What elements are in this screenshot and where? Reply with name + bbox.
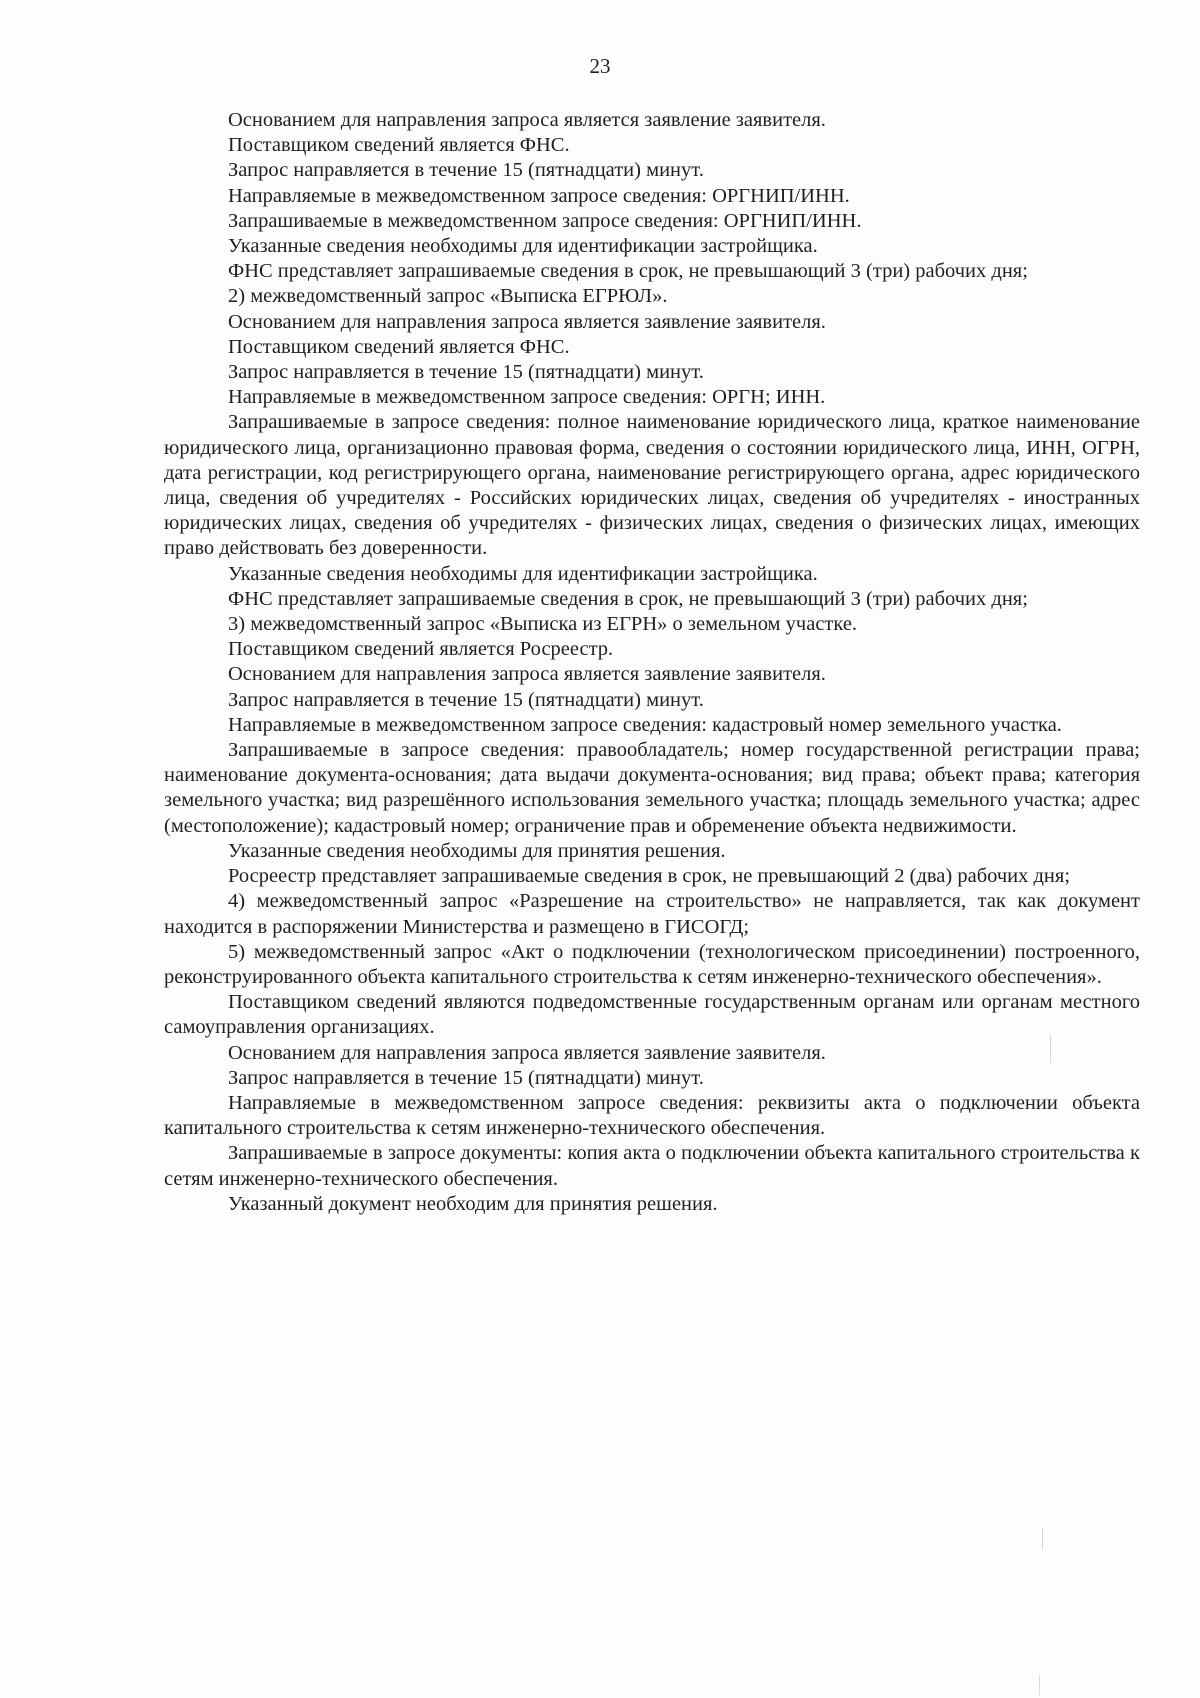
paragraph: Указанные сведения необходимы для идентификации застройщика. — [228, 235, 818, 258]
paragraph: Запрос направляется в течение 15 (пятнадцати) минут. — [228, 159, 704, 182]
paragraph: 5) межведомственный запрос «Акт о подключении (технологическом присоединении) построенного, реконструированного объекта капитального строительства к сетям инженерно-технического обеспечения». — [164, 940, 1140, 988]
scan-edge-mark — [1050, 1035, 1051, 1063]
paragraph: Росреестр представляет запрашиваемые сведения в срок, не превышающий 2 (два) рабочих дня; — [228, 865, 1071, 888]
paragraph: Запрашиваемые в запросе сведения: правообладатель; номер государственной регистрации права; наименование документа-основания; дата выдачи документа-основания; вид права; объект права; категория земельного участка; вид разрешённого использования земельного участка; площадь земельного участка; адрес (местоположение); кадастровый номер; ограничение прав и обременение объекта недвижимости. — [164, 739, 1140, 837]
paragraph: Запрос направляется в течение 15 (пятнадцати) минут. — [228, 361, 704, 384]
paragraph: Поставщиком сведений является ФНС. — [228, 134, 570, 157]
paragraph: 4) межведомственный запрос «Разрешение на строительство» не направляется, так как документ находится в распоряжении Министерства и размещено в ГИСОГД; — [164, 890, 1140, 938]
page-number: 23 — [589, 54, 611, 78]
paragraph: Запрос направляется в течение 15 (пятнадцати) минут. — [228, 1066, 704, 1089]
paragraph: Основанием для направления запроса является заявление заявителя. — [228, 109, 826, 131]
paragraph: 2) межведомственный запрос «Выписка ЕГРЮЛ». — [228, 285, 668, 308]
paragraph: 3) межведомственный запрос «Выписка из ЕГРН» о земельном участке. — [228, 613, 858, 636]
paragraph: Направляемые в межведомственном запросе сведения: кадастровый номер земельного участка. — [228, 713, 1062, 736]
paragraph: ФНС представляет запрашиваемые сведения в срок, не превышающий 3 (три) рабочих дня; — [228, 587, 1028, 610]
scan-edge-mark — [1042, 1528, 1043, 1550]
paragraph: Указанные сведения необходимы для идентификации застройщика. — [228, 562, 818, 585]
paragraph: Указанные сведения необходимы для принятия решения. — [228, 839, 726, 862]
paragraph: Направляемые в межведомственном запросе сведения: реквизиты акта о подключении объекта капитального строительства к сетям инженерно-технического обеспечения. — [164, 1091, 1140, 1140]
paragraph: Поставщиком сведений являются подведомственные государственным органам или органам местного самоуправления организациях. — [164, 991, 1140, 1039]
paragraph: Основанием для направления запроса является заявление заявителя. — [228, 310, 826, 333]
paragraph: Запрашиваемые в межведомственном запросе сведения: ОРГНИП/ИНН. — [228, 209, 862, 232]
paragraph: Направляемые в межведомственном запросе сведения: ОРГН; ИНН. — [228, 386, 826, 409]
paragraph: Основанием для направления запроса является заявление заявителя. — [228, 663, 826, 686]
paragraph: Указанный документ необходим для принятия решения. — [228, 1192, 718, 1215]
paragraph: Запрашиваемые в запросе сведения: полное наименование юридического лица, краткое наименование юридического лица, организационно правовая форма, сведения о состоянии юридического лица, ИНН, ОГРН, дата регистрации, код регистрирующего органа, наименование регистрирующего органа, адрес юридического лица, сведения об учредителях - Российских юридических лицах, сведения об учредителях - иностранных юридических лицах, сведения об учредителях - физических лицах, сведения о физических лицах, имеющих право действовать без доверенности. — [164, 411, 1140, 560]
document-body — [164, 108, 1140, 1217]
paragraph: Основанием для направления запроса является заявление заявителя. — [228, 1041, 826, 1064]
paragraph: Поставщиком сведений является Росреестр. — [228, 638, 614, 661]
paragraph: Поставщиком сведений является ФНС. — [228, 335, 570, 358]
paragraph: Запрос направляется в течение 15 (пятнадцати) минут. — [228, 688, 704, 711]
paragraph: ФНС представляет запрашиваемые сведения в срок, не превышающий 3 (три) рабочих дня; — [228, 260, 1028, 283]
paragraph: Направляемые в межведомственном запросе сведения: ОРГНИП/ИНН. — [228, 184, 850, 207]
scan-edge-mark — [1039, 1675, 1040, 1695]
paragraph: Запрашиваемые в запросе документы: копия акта о подключении объекта капитального строительства к сетям инженерно-технического обеспечения. — [164, 1142, 1140, 1190]
